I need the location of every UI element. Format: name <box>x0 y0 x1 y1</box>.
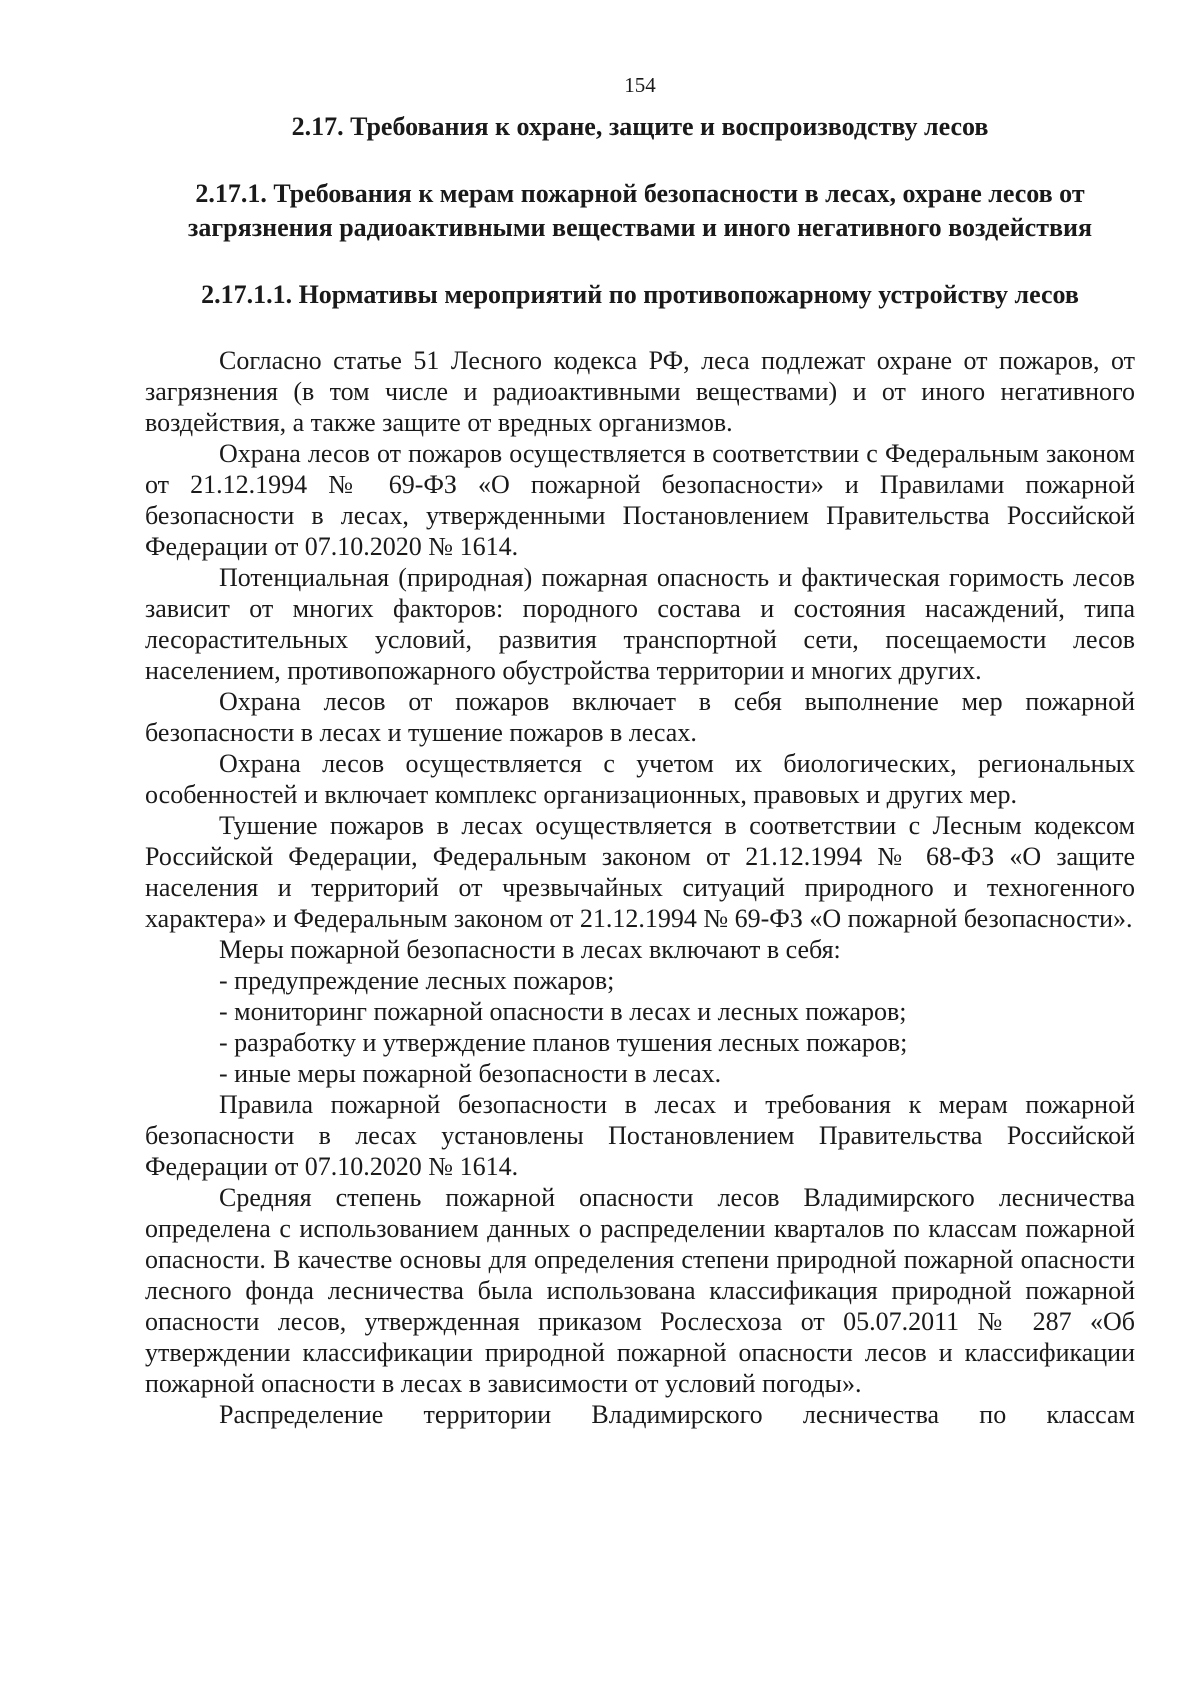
subsection-heading: 2.17.1. Требования к мерам пожарной безопасности в лесах, охране лесов от загрязнения радиоактивными веществами и иного негативного воздействия <box>187 179 1093 242</box>
paragraph: Согласно статье 51 Лесного кодекса РФ, леса подлежат охране от пожаров, от загрязнения (в том числе и радиоактивными веществами) и от иного негативного воздействия, а также защите от вредных организмов. <box>145 346 1135 437</box>
list-item: - иные меры пожарной безопасности в лесах. <box>219 1059 722 1088</box>
page-number: 154 <box>624 73 656 97</box>
paragraph: Средняя степень пожарной опасности лесов Владимирского лесничества определена с использованием данных о распределении кварталов по классам пожарной опасности. В качестве основы для определения степени природной пожарной опасности лесного фонда лесничества была использована классификация природной пожарной опасности лесов, утвержденная приказом Рослесхоза от 05.07.2011 № 287 «Об утверждении классификации природной пожарной опасности лесов и классификации пожарной опасности в лесах в зависимости от условий погоды». <box>145 1183 1135 1398</box>
list-item: - предупреждение лесных пожаров; <box>219 966 615 995</box>
body-text <box>145 345 1135 1430</box>
paragraph: Охрана лесов от пожаров включает в себя выполнение мер пожарной безопасности в лесах и тушение пожаров в лесах. <box>145 687 1135 747</box>
subsubsection-heading: 2.17.1.1. Нормативы мероприятий по противопожарному устройству лесов <box>201 280 1079 309</box>
paragraph: Распределение территории Владимирского лесничества по классам <box>219 1400 1135 1429</box>
paragraph: Охрана лесов от пожаров осуществляется в соответствии с Федеральным законом от 21.12.1994 № 69-ФЗ «О пожарной безопасности» и Правилами пожарной безопасности в лесах, утвержденными Постановлением Правительства Российской Федерации от 07.10.2020 № 1614. <box>145 439 1135 561</box>
paragraph: Правила пожарной безопасности в лесах и требования к мерам пожарной безопасности в лесах установлены Постановлением Правительства Российской Федерации от 07.10.2020 № 1614. <box>145 1090 1135 1181</box>
paragraph: Охрана лесов осуществляется с учетом их биологических, региональных особенностей и включает комплекс организационных, правовых и других мер. <box>145 749 1135 809</box>
list-intro: Меры пожарной безопасности в лесах включают в себя: <box>219 935 841 964</box>
paragraph: Тушение пожаров в лесах осуществляется в соответствии с Лесным кодексом Российской Федерации, Федеральным законом от 21.12.1994 № 68-ФЗ «О защите населения и территорий от чрезвычайных ситуаций природного и техногенного характера» и Федеральным законом от 21.12.1994 № 69-ФЗ «О пожарной безопасности». <box>145 811 1135 933</box>
list-item: - мониторинг пожарной опасности в лесах и лесных пожаров; <box>219 997 907 1026</box>
list-item: - разработку и утверждение планов тушения лесных пожаров; <box>219 1028 908 1057</box>
document-page <box>145 70 1135 1430</box>
paragraph: Потенциальная (природная) пожарная опасность и фактическая горимость лесов зависит от многих факторов: породного состава и состояния насаждений, типа лесорастительных условий, развития транспортной сети, посещаемости лесов населением, противопожарного обустройства территории и многих других. <box>145 563 1135 685</box>
section-heading: 2.17. Требования к охране, защите и воспроизводству лесов <box>291 112 989 141</box>
